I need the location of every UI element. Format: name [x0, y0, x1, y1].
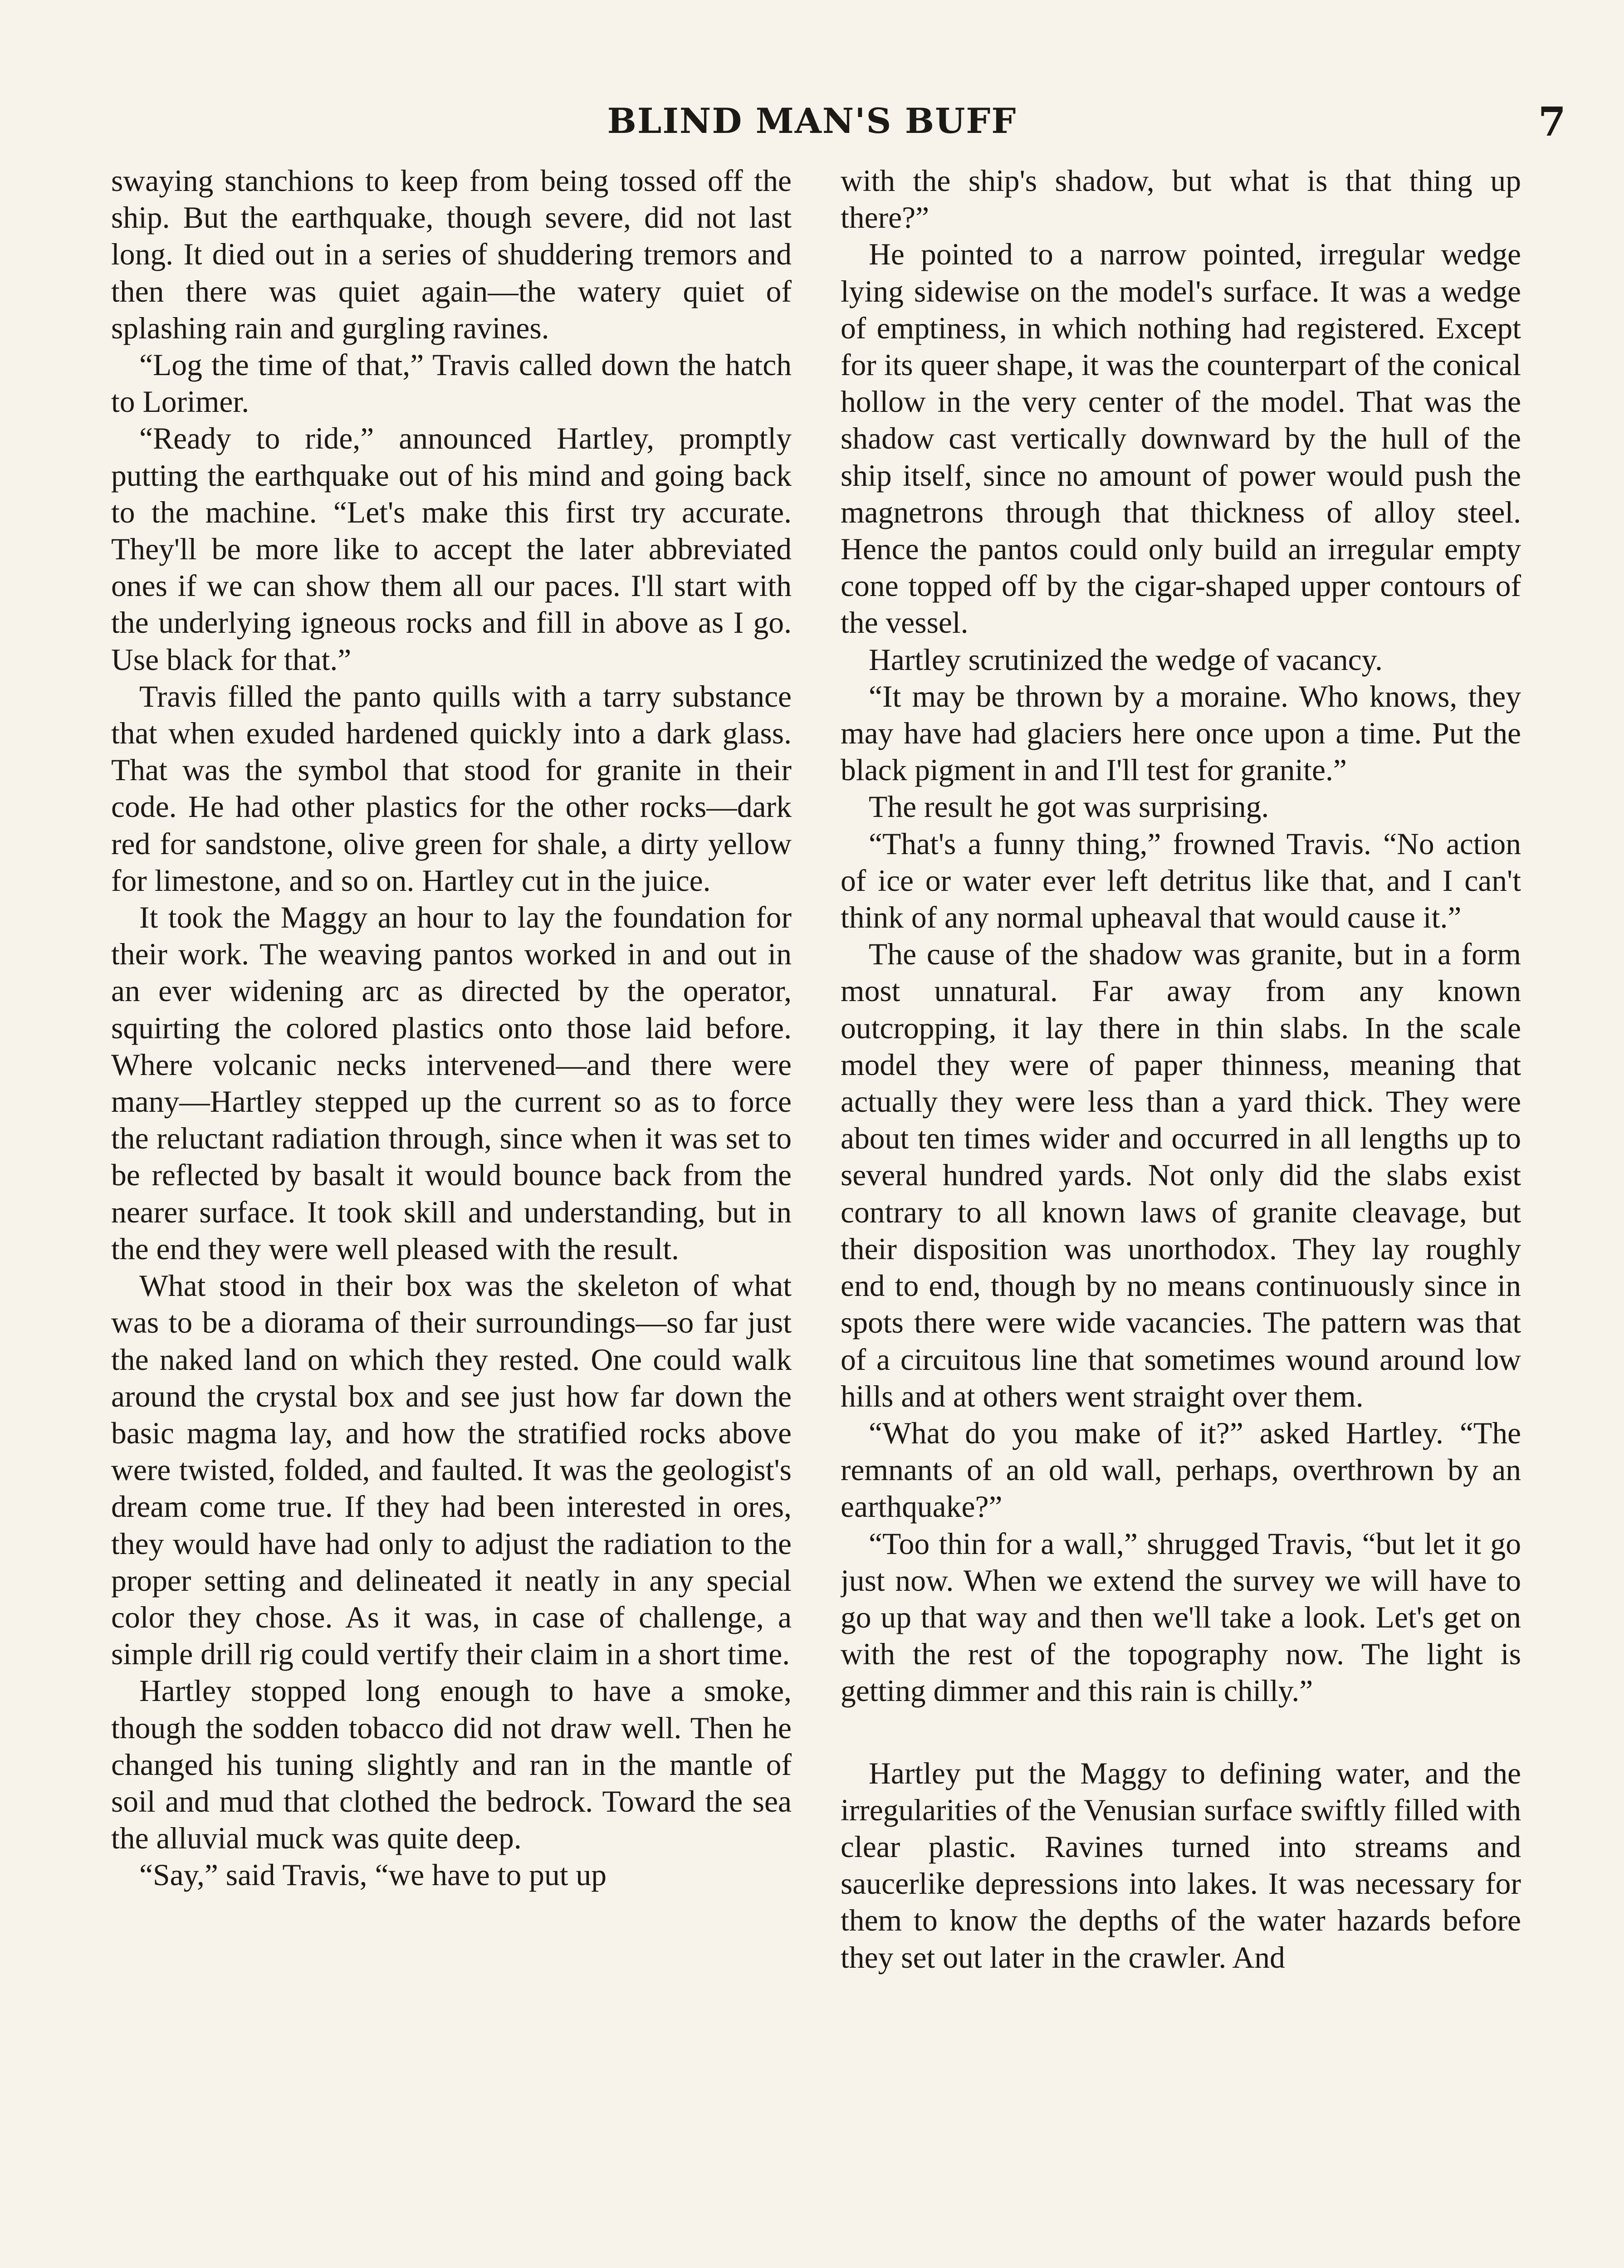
paragraph: swaying stanchions to keep from being tossed off the ship. But the earthquake, though severe, did not last long. It died out in a series of shuddering tremors and then there was quiet again—the watery quiet of splashing rain and gurgling ravines. — [111, 164, 792, 345]
page-number: 7 — [1538, 98, 1566, 145]
paragraph: Hartley stopped long enough to have a smoke, though the sodden tobacco did not draw well. Then he changed his tuning slightly and ran in the mantle of soil and mud that clothed the bedrock. Toward the sea the alluvial muck was quite deep. — [111, 1674, 792, 1856]
paragraph: The cause of the shadow was granite, but in a form most unnatural. Far away from any known outcropping, it lay there in thin slabs. In the scale model they were of paper thinness, meaning that actually they were less than a yard thick. They were about ten times wider and occurred in all lengths up to several hundred yards. Not only did the slabs exist contrary to all known laws of granite cleavage, but their disposition was unorthodox. They lay roughly end to end, though by no means continuously since in spots there were wide vacancies. The pattern was that of a circuitous line that sometimes wound around low hills and at others went straight over them. — [841, 937, 1521, 1413]
paragraph: What stood in their box was the skeleton of what was to be a diorama of their surroundings—so far just the naked land on which they rested. One could walk around the crystal box and see just how far down the basic magma lay, and how the stratified rocks above were twisted, folded, and faulted. It was the geologist's dream come true. If they had been interested in ores, they would have had only to adjust the radiation to the proper setting and delineated it neatly in any special color they chose. As it was, in case of challenge, a simple drill rig could vertify their claim in a short time. — [111, 1269, 792, 1672]
paragraph: Travis filled the panto quills with a tarry substance that when exuded hardened quickly into a dark glass. That was the symbol that stood for granite in their code. He had other plastics for the other rocks—dark red for sandstone, olive green for shale, a dirty yellow for limestone, and so on. Hartley cut in the juice. — [111, 679, 792, 898]
paragraph: “It may be thrown by a moraine. Who knows, they may have had glaciers here once upon a time. Put the black pigment in and I'll test for granite.” — [841, 679, 1521, 787]
paragraph: The result he got was surprising. — [869, 790, 1269, 824]
paragraph: “Too thin for a wall,” shrugged Travis, “but let it go just now. When we extend the survey we will have to go up that way and then we'll take a look. Let's get on with the rest of the topography now. The light is getting dimmer and this rain is chilly.” — [841, 1526, 1521, 1708]
left-column — [111, 162, 792, 2268]
paragraph: “That's a funny thing,” frowned Travis. “No action of ice or water ever left detritus like that, and I can't think of any normal upheaval that would cause it.” — [841, 826, 1521, 935]
running-title: BLIND MAN'S BUFF — [607, 101, 1017, 141]
paragraph: “Log the time of that,” Travis called down the hatch to Lorimer. — [111, 348, 792, 419]
paragraph: “What do you make of it?” asked Hartley. “The remnants of an old wall, perhaps, overthrown by an earthquake?” — [841, 1416, 1521, 1524]
paragraph: Hartley put the Maggy to defining water, and the irregularities of the Venusian surface swiftly filled with clear plastic. Ravines turned into streams and saucerlike depressions into lakes. It was necessary for them to know the depths of the water hazards before they set out later in the crawler. And — [841, 1756, 1521, 1975]
paragraph: He pointed to a narrow pointed, irregular wedge lying sidewise on the model's surface. It was a wedge of emptiness, in which nothing had registered. Except for its queer shape, it was the counterpart of the conical hollow in the very center of the model. That was the shadow cast vertically downward by the hull of the ship itself, since no amount of power would push the magnetrons through that thickness of alloy steel. Hence the pantos could only build an irregular empty cone topped off by the cigar-shaped upper contours of the vessel. — [841, 237, 1521, 640]
paragraph: “Ready to ride,” announced Hartley, promptly putting the earthquake out of his mind and going back to the machine. “Let's make this first try accurate. They'll be more like to accept the later abbreviated ones if we can show them all our paces. I'll start with the underlying igneous rocks and fill in above as I go. Use black for that.” — [111, 421, 792, 677]
paragraph: It took the Maggy an hour to lay the foundation for their work. The weaving pantos worked in and out in an ever widening arc as directed by the operator, squirting the colored plastics onto those laid before. Where volcanic necks intervened—and there were many—Hartley stepped up the current so as to force the reluctant radiation through, since when it was set to be reflected by basalt it would bounce back from the nearer surface. It took skill and understanding, but in the end they were well pleased with the result. — [111, 900, 792, 1266]
paragraph: Hartley scrutinized the wedge of vacancy. — [869, 642, 1383, 677]
paragraph: “Say,” said Travis, “we have to put up — [139, 1858, 607, 1892]
paragraph: with the ship's shadow, but what is that thing up there?” — [841, 164, 1521, 235]
running-head — [0, 98, 1624, 151]
right-column — [841, 162, 1521, 2268]
